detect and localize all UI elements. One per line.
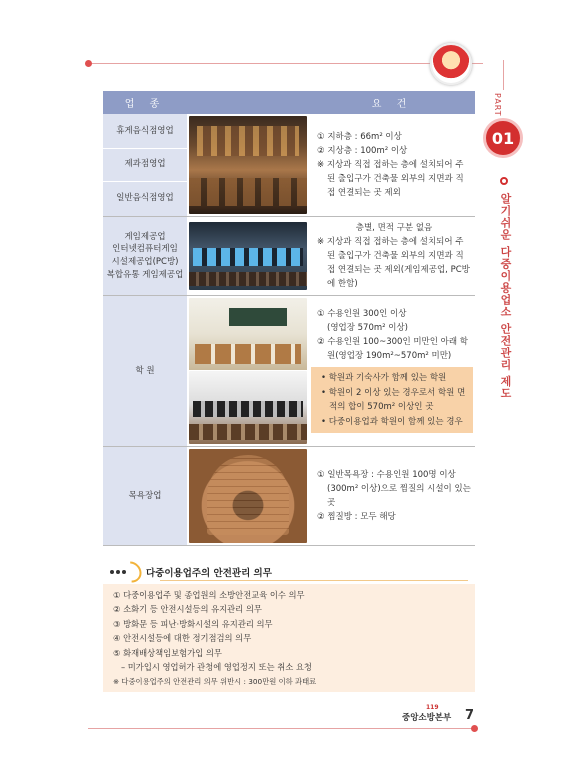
duties-footnote: ※ 다중이용업주의 안전관리 의무 위반시 : 300만원 이하 과태료 xyxy=(113,676,317,686)
category-cell xyxy=(103,217,187,296)
photo-cell xyxy=(187,296,309,447)
duty-item: ⑤ 화재배상책임보험가입 의무 xyxy=(113,647,222,658)
category-label: 일반음식점영업 xyxy=(116,192,174,203)
duties-box xyxy=(103,584,475,692)
top-rule xyxy=(88,63,483,64)
duty-item: ① 다중이용업주 및 종업원의 소방안전교육 이수 의무 xyxy=(113,590,305,600)
duty-item: ② 소화기 등 안전시설등의 유지관리 의무 xyxy=(113,604,262,615)
classroom-photo xyxy=(189,298,307,371)
requirement-line: ① 일반목욕장 : 수용인원 100명 이상 (300m² 이상)으로 찜질의 시설이 있는 곳 xyxy=(317,470,471,509)
category-cell xyxy=(103,114,187,217)
header-requirement: 요 건 xyxy=(309,91,475,114)
sauna-photo xyxy=(189,449,307,543)
footer-rule xyxy=(88,728,474,729)
category-label: 제과점영업 xyxy=(103,149,187,182)
category-label: 학 원 xyxy=(135,365,155,376)
logo-119: 119 xyxy=(426,704,439,711)
table-row xyxy=(103,296,475,447)
condition-item: • 다중이용업과 학원이 함께 있는 경우 xyxy=(321,416,463,427)
requirement-cell xyxy=(309,217,475,296)
requirement-line: ① 지하층 : 66m² 이상 xyxy=(317,131,402,142)
footer-rule-dot xyxy=(471,725,478,732)
category-label: 인터넷컴퓨터게임 xyxy=(112,244,178,255)
footer-logo xyxy=(402,704,452,723)
side-dot-icon xyxy=(500,177,508,185)
table-header-row xyxy=(103,91,475,114)
photo-cell xyxy=(187,114,309,217)
duties-title: 다중이용업주의 안전관리 의무 xyxy=(146,568,272,579)
duties-header-icon xyxy=(110,561,140,583)
category-cell xyxy=(103,447,187,546)
restaurant-photo xyxy=(189,116,307,214)
duties-rule xyxy=(160,580,468,581)
requirement-line: 층별, 면적 구분 없음 xyxy=(355,223,433,233)
category-label: 휴게음식점영업 xyxy=(103,116,187,149)
pc-room-photo xyxy=(189,222,307,290)
side-rule xyxy=(503,60,504,90)
requirement-line: (영업장 570m² 이상) xyxy=(327,323,409,334)
header-photo xyxy=(187,91,309,114)
computer-lab-photo xyxy=(189,371,307,444)
table-row xyxy=(103,114,475,217)
part-number-badge: 01 xyxy=(483,118,523,158)
photo-cell xyxy=(187,217,309,296)
requirement-line: ② 지상층 : 100m² 이상 xyxy=(317,145,408,156)
category-label: 목욕장업 xyxy=(128,490,162,501)
requirement-note: ※ 지상과 직접 접하는 층에 설치되어 주된 출입구가 건축물 외부의 지면과 직접 연결되는 곳 제외(게임제공업, PC방에 한함) xyxy=(317,237,470,290)
condition-item: • 학원이 2 이상 있는 경우로서 학원 면적의 합이 570m² 이상인 곳 xyxy=(321,387,466,413)
duty-item: – 미가입시 영업허가 관청에 영업정지 또는 취소 요청 xyxy=(121,662,312,673)
table-row xyxy=(103,447,475,546)
category-label: 시설제공업(PC방) xyxy=(111,257,179,268)
category-label: 게임제공업 xyxy=(124,231,166,242)
business-requirements-table xyxy=(103,91,475,546)
category-cell xyxy=(103,296,187,447)
table-row xyxy=(103,217,475,296)
mascot-icon xyxy=(430,43,472,85)
duty-item: ④ 안전시설등에 대한 정기점검의 의무 xyxy=(113,633,252,644)
requirement-cell xyxy=(309,114,475,217)
side-title: 알기쉬운 다중이용업소 안전관리 제도 xyxy=(499,193,512,400)
condition-item: • 학원과 기숙사가 함께 있는 학원 xyxy=(321,373,447,384)
photo-cell xyxy=(187,447,309,546)
category-label: 복합유통 게임제공업 xyxy=(106,269,184,280)
requirement-line: ① 수용인원 300인 이상 xyxy=(317,309,407,320)
requirement-line: ② 수용인원 100~300인 미만인 아래 학원(영업장 190m²~570m² 미만) xyxy=(317,337,469,362)
logo-text: 중앙소방본부 xyxy=(402,713,452,723)
requirement-line: ② 찜질방 : 모두 해당 xyxy=(317,512,396,523)
duty-item: ③ 방화문 등 피난·방화시설의 유지관리 의무 xyxy=(113,618,273,629)
header-category: 업 종 xyxy=(103,91,187,114)
page-number: 7 xyxy=(465,708,475,723)
requirement-cell xyxy=(309,296,475,447)
top-rule-dot xyxy=(85,60,92,67)
requirement-cell xyxy=(309,447,475,546)
academy-conditions-box xyxy=(311,367,473,433)
part-label: PART xyxy=(493,93,502,117)
requirement-note: ※ 지상과 직접 접하는 층에 설치되어 주된 출입구가 건축물 외부의 지면과 직접 연결되는 곳 제외 xyxy=(317,159,464,199)
